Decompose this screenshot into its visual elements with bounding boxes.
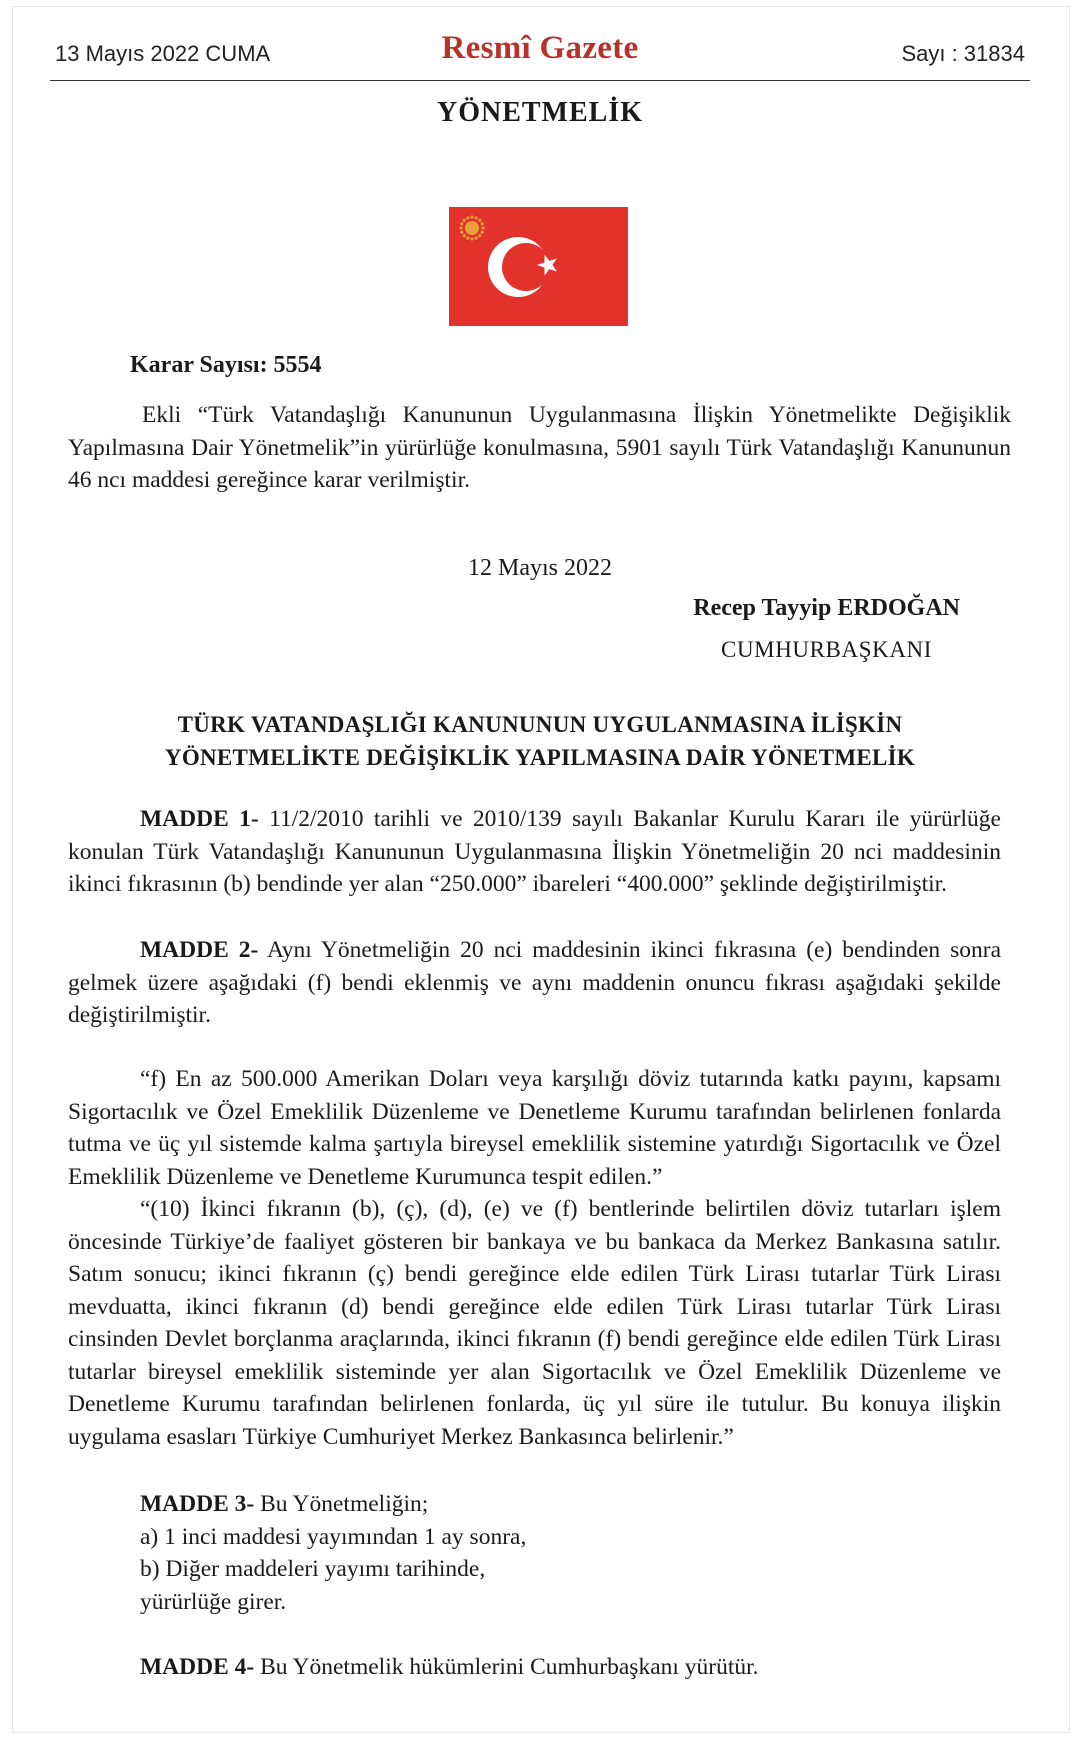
document-type: YÖNETMELİK	[436, 97, 644, 128]
intro-paragraph: Ekli “Türk Vatandaşlığı Kanununun Uygulanmasına İlişkin Yönetmelikte Değişiklik Yapılmasına Dair Yönetmelik”in yürürlüğe konulmasına, 5901 sayılı Türk Vatandaşlığı Kanununun 46 ncı maddesi gereğince karar verilmiştir.	[68, 402, 1011, 493]
header-date: 13 Mayıs 2022 CUMA	[55, 41, 271, 66]
gazette-title: Resmî Gazete	[441, 30, 639, 66]
article-3-closing: yürürlüğe girer.	[140, 1588, 287, 1615]
article-3-label: MADDE 3-	[140, 1491, 255, 1517]
article-3	[140, 1488, 526, 1618]
header-divider	[50, 80, 1030, 81]
sun-ray	[460, 231, 463, 234]
article-2	[68, 934, 1001, 1032]
decision-number: Karar Sayısı: 5554	[130, 352, 322, 378]
sun-ray	[466, 216, 469, 219]
article-4	[140, 1651, 759, 1684]
sun-ray	[481, 226, 484, 229]
sun-ray	[460, 222, 463, 225]
article-4-label: MADDE 4-	[140, 1654, 255, 1680]
article-2-text: Aynı Yönetmeliğin 20 nci maddesinin ikinci fıkrasına (e) bendinden sonra gelmek üzere aşağıdaki (f) bendi eklenmiş ve aynı maddenin onuncu fıkrası aşağıdaki şekilde değiştirilmiştir.	[68, 937, 1002, 1028]
sun-ray	[470, 215, 473, 218]
sun-ray	[463, 234, 466, 237]
amendment-clause-f: “f) En az 500.000 Amerikan Doları veya karşılığı döviz tutarında katkı payını, kapsamı Sigortacılık ve Özel Emeklilik Düzenleme ve Denetleme Kurumu tarafından belirlenen fonlarda tutma ve üç yıl sistemde kalma şartıyla bireysel emeklilik sistemine yatırdığı Sigortacılık ve Özel Emeklilik Düzenleme ve Denetleme Kurumunca tespit edilen.”	[68, 1066, 1001, 1190]
sun-ray	[459, 226, 462, 229]
sun-ray	[478, 234, 481, 237]
sun-ray	[481, 222, 484, 225]
article-2-label: MADDE 2-	[140, 937, 259, 963]
amendment-paragraph-10: “(10) İkinci fıkranın (b), (ç), (d), (e) ve (f) bentlerinde belirtilen döviz tutarları işlem öncesinde Türkiye’de faaliyet gösteren bir bankaya ve bu bankaca da Merkez Bankasına satılır. Satım sonucu; ikinci fıkranın (ç) bendi gereğince elde edilen Türk Lirası tutarlar Türk Lirası mevduatta, ikinci fıkranın (d) bendi gereğince elde edilen Türk Lirası tutarlar Türk Lirası cinsinden Devlet borçlanma araçlarında, ikinci fıkranın (f) bendi gereğince elde edilen Türk Lirası tutarlar bireysel emeklilik sisteminde yer alan Sigortacılık ve Özel Emeklilik Düzenleme ve Denetleme Kurumu tarafından belirlenen fonlarda, üç yıl süre ile tutulur. Bu konuya ilişkin uygulama esasları Türkiye Cumhuriyet Merkez Bankasınca belirlenir.”	[68, 1196, 1001, 1450]
regulation-title-line-2: YÖNETMELİKTE DEĞİŞİKLİK YAPILMASINA DAİR YÖNETMELİK	[164, 745, 916, 770]
sun-ray	[463, 219, 466, 222]
regulation-title	[0, 708, 1080, 774]
article-3-item-b: b) Diğer maddeleri yayımı tarihinde,	[140, 1556, 486, 1582]
issue-number: Sayı : 31834	[901, 41, 1025, 66]
article-1-label: MADDE 1-	[140, 806, 259, 832]
sun-ray	[475, 216, 478, 219]
signer-name: Recep Tayyip ERDOĞAN	[693, 595, 960, 621]
regulation-title-line-1: TÜRK VATANDAŞLIĞI KANUNUNUN UYGULANMASINA İLİŞKİN	[177, 712, 903, 737]
sun-ray	[478, 219, 481, 222]
sun-ray	[466, 237, 469, 240]
signature-date: 12 Mayıs 2022	[468, 555, 612, 581]
sun-ray	[475, 237, 478, 240]
turkish-presidential-flag-icon	[449, 207, 628, 326]
sun-ray	[481, 231, 484, 234]
article-4-text: Bu Yönetmelik hükümlerini Cumhurbaşkanı yürütür.	[254, 1654, 759, 1680]
signer-title: CUMHURBAŞKANI	[721, 637, 932, 662]
article-3-text: Bu Yönetmeliğin;	[254, 1491, 429, 1517]
sun-ray	[470, 237, 473, 240]
article-3-item-a: a) 1 inci maddesi yayımından 1 ay sonra,	[140, 1523, 527, 1550]
article-1	[68, 803, 1001, 901]
article-1-text: 11/2/2010 tarihli ve 2010/139 sayılı Bakanlar Kurulu Kararı ile yürürlüğe konulan Türk Vatandaşlığı Kanununun Uygulanmasına İlişkin Yönetmeliğin 20 nci maddesinin ikinci fıkrasının (b) bendinde yer alan “250.000” ibareleri “400.000” şeklinde değiştirilmiştir.	[68, 806, 1001, 897]
